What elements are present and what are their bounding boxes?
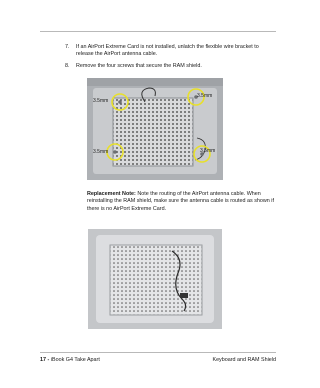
replacement-note — [87, 191, 280, 213]
step-number: 8. — [65, 63, 70, 69]
screw-callout-bottom-right: 3.5mm — [200, 148, 216, 154]
screw-callout-top-left: 3.5mm — [93, 98, 109, 104]
document-title: iBook G4 Take Apart — [50, 357, 100, 363]
step-8 — [65, 63, 276, 70]
step-7 — [65, 44, 276, 59]
footer-rule — [40, 352, 276, 353]
antenna-routing-photo — [88, 229, 222, 329]
screw-callout-bottom-left: 3.5mm — [93, 149, 109, 155]
header-rule — [40, 31, 276, 32]
antenna-routing-illustration — [88, 229, 222, 329]
step-number: 7. — [65, 44, 70, 50]
screw-callout-top-right: 3.5mm — [197, 93, 213, 99]
note-text: Note the routing of the AirPort antenna cable. When reinstalling the RAM shield, make sure the antenna cable is routed as shown if there is no AirPort Extreme Card. — [87, 191, 274, 212]
step-text: If an AirPort Extreme Card is not installed, unlatch the flexible wire bracket to release the AirPort antenna cable. — [76, 44, 259, 58]
footer-left — [40, 357, 100, 363]
ram-shield-photo — [87, 78, 223, 180]
page-number: 17 - — [40, 357, 50, 363]
section-title: Keyboard and RAM Shield — [212, 357, 276, 363]
note-label: Replacement Note: — [87, 191, 136, 197]
step-text: Remove the four screws that secure the RAM shield. — [76, 63, 202, 69]
